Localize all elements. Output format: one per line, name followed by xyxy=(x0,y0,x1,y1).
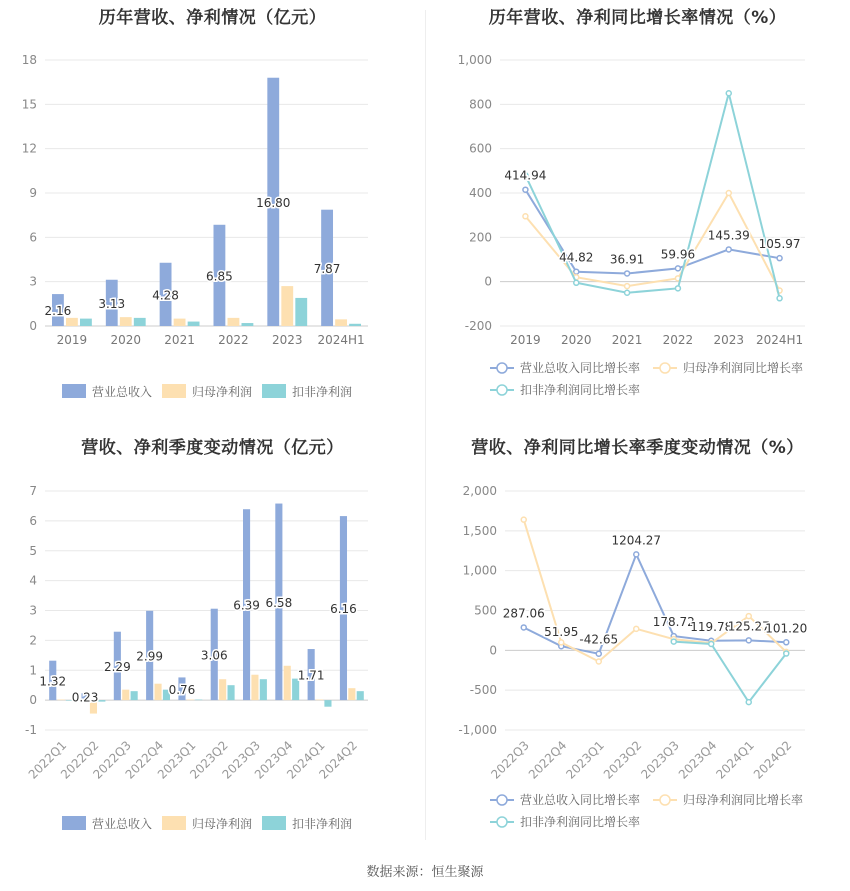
x-tick-label: 2022 xyxy=(662,333,694,347)
data-point xyxy=(596,659,601,664)
y-tick-label: 1,000 xyxy=(457,53,492,67)
chart-title: 营收、净利季度变动情况（亿元） xyxy=(81,438,344,458)
data-point xyxy=(574,269,579,274)
data-point xyxy=(634,626,639,631)
legend-swatch xyxy=(262,384,286,398)
data-point xyxy=(726,191,731,196)
data-point xyxy=(596,651,601,656)
bar xyxy=(251,675,258,700)
legend-label: 归母净利润同比增长率 xyxy=(683,361,804,375)
y-tick-label: 9 xyxy=(29,186,37,200)
data-label: 1.71 xyxy=(297,668,325,683)
data-label: 4.28 xyxy=(152,288,179,303)
quarterly-growth-panel xyxy=(425,430,850,860)
legend-marker xyxy=(497,817,507,827)
x-tick-label: 2024Q2 xyxy=(316,738,360,782)
data-point xyxy=(784,651,789,656)
legend-label: 扣非净利润同比增长率 xyxy=(520,815,641,829)
data-label: 2.16 xyxy=(44,304,72,319)
legend-marker xyxy=(497,363,507,373)
chart-title: 历年营收、净利情况（亿元） xyxy=(98,8,327,28)
data-point xyxy=(574,280,579,285)
y-tick-label: 1 xyxy=(29,663,37,678)
y-tick-label: 0 xyxy=(29,693,37,708)
bar xyxy=(98,700,105,701)
data-point xyxy=(746,614,751,619)
y-tick-label: -200 xyxy=(464,319,492,333)
data-label: 125.27 xyxy=(727,619,770,634)
x-tick-label: 2020 xyxy=(110,333,142,347)
data-point xyxy=(523,214,528,219)
y-tick-label: 3 xyxy=(29,274,37,289)
y-tick-label: 6 xyxy=(29,513,37,528)
bar xyxy=(131,691,138,700)
x-tick-label: 2024Q2 xyxy=(750,738,795,782)
bar xyxy=(241,323,253,326)
y-tick-label: 5 xyxy=(29,543,37,558)
data-label: 145.39 xyxy=(707,228,750,243)
x-tick-label: 2021 xyxy=(611,333,643,347)
y-tick-label: 2 xyxy=(29,633,37,648)
data-label: 51.95 xyxy=(544,625,579,640)
legend-label: 扣非净利润同比增长率 xyxy=(520,383,641,397)
bar xyxy=(174,319,186,326)
x-tick-label: 2023Q4 xyxy=(675,738,720,782)
chart-title: 历年营收、净利同比增长率情况（%） xyxy=(488,8,787,28)
data-label: 2.29 xyxy=(103,659,131,674)
x-tick-label: 2024Q1 xyxy=(713,738,757,782)
x-tick-label: 2024H1 xyxy=(317,333,365,347)
data-point xyxy=(784,640,789,645)
x-tick-label: 2024Q1 xyxy=(284,738,328,782)
data-label: 3.06 xyxy=(200,648,228,663)
bar xyxy=(66,318,78,326)
x-tick-label: 2023Q1 xyxy=(154,738,199,782)
bar xyxy=(324,700,331,707)
y-tick-label: 12 xyxy=(21,141,37,156)
data-source: 数据来源：恒生聚源 xyxy=(366,865,484,880)
data-point xyxy=(746,638,751,643)
legend-marker xyxy=(660,795,670,805)
annual-growth-panel xyxy=(425,0,850,430)
chart-title: 营收、净利同比增长率季度变动情况（%） xyxy=(471,438,804,458)
data-label: 44.82 xyxy=(559,250,594,265)
bar xyxy=(58,700,65,701)
legend-marker xyxy=(660,363,670,373)
data-point xyxy=(746,700,751,705)
bar xyxy=(154,684,161,700)
x-tick-label: 2023 xyxy=(713,333,745,347)
bar xyxy=(188,322,200,326)
bar xyxy=(187,700,194,701)
x-tick-label: 2023Q3 xyxy=(219,738,264,782)
x-tick-label: 2023Q2 xyxy=(600,738,645,782)
legend-label: 归母净利润 xyxy=(192,385,253,399)
bar xyxy=(295,298,307,326)
data-label: 16.80 xyxy=(256,195,291,210)
y-tick-label: 0 xyxy=(29,319,37,333)
legend-marker xyxy=(497,385,507,395)
data-point xyxy=(521,517,526,522)
y-tick-label: 800 xyxy=(469,97,492,112)
data-label: 1.32 xyxy=(39,674,67,689)
legend-label: 营业总收入 xyxy=(92,817,153,831)
y-tick-label: 500 xyxy=(474,603,497,618)
bar xyxy=(227,685,234,700)
annual-bar-chart xyxy=(0,0,425,430)
data-point xyxy=(523,187,528,192)
legend-label: 营业总收入同比增长率 xyxy=(520,361,641,375)
data-label: 6.39 xyxy=(233,598,260,613)
bar xyxy=(122,690,129,700)
data-point xyxy=(634,552,639,557)
bar xyxy=(195,700,202,701)
data-label: 6.16 xyxy=(330,602,357,617)
x-tick-label: 2023Q4 xyxy=(251,738,296,782)
legend-swatch xyxy=(262,816,286,830)
bar xyxy=(349,324,361,326)
annual-revenue-profit-panel xyxy=(0,0,425,430)
data-label: 1204.27 xyxy=(611,533,662,548)
y-tick-label: 7 xyxy=(29,484,37,498)
data-label: 287.06 xyxy=(502,606,545,621)
y-tick-label: -500 xyxy=(469,683,497,698)
y-tick-label: -1 xyxy=(25,723,37,737)
legend-label: 扣非净利润 xyxy=(292,817,353,831)
bar xyxy=(227,318,239,326)
series-line xyxy=(525,93,779,298)
legend-swatch xyxy=(62,384,86,398)
data-point xyxy=(625,284,630,289)
x-tick-label: 2023Q3 xyxy=(638,738,682,782)
legend-label: 营业总收入 xyxy=(92,385,153,399)
bar xyxy=(120,317,132,326)
y-tick-label: 400 xyxy=(469,186,492,200)
x-tick-label: 2021 xyxy=(164,333,195,347)
y-tick-label: 6 xyxy=(29,230,37,245)
data-label: 7.87 xyxy=(313,261,341,276)
legend-label: 归母净利润同比增长率 xyxy=(683,793,804,807)
y-tick-label: 15 xyxy=(21,97,37,112)
x-tick-label: 2022Q4 xyxy=(525,738,570,782)
data-point xyxy=(521,625,526,630)
data-label: -42.65 xyxy=(579,632,619,647)
x-tick-label: 2022Q1 xyxy=(25,738,70,782)
bar xyxy=(281,286,293,326)
data-point xyxy=(625,271,630,276)
bar xyxy=(335,319,347,326)
y-tick-label: 0 xyxy=(489,643,497,658)
x-tick-label: 2024H1 xyxy=(755,333,804,347)
legend-swatch xyxy=(162,384,186,398)
y-tick-label: 600 xyxy=(469,141,492,156)
y-tick-label: 18 xyxy=(21,53,37,67)
data-label: 0.76 xyxy=(168,682,196,697)
legend-swatch xyxy=(62,816,86,830)
annual-growth-line-chart xyxy=(425,0,850,430)
legend-marker xyxy=(497,795,507,805)
legend-label: 营业总收入同比增长率 xyxy=(520,793,641,807)
x-tick-label: 2022Q3 xyxy=(488,738,532,782)
data-point xyxy=(559,640,564,645)
data-label: 105.97 xyxy=(758,237,801,252)
x-tick-label: 2023Q2 xyxy=(187,738,231,782)
quarterly-growth-line-chart xyxy=(425,430,850,860)
data-point xyxy=(625,290,630,295)
x-tick-label: 2022Q3 xyxy=(90,738,134,782)
data-label: 119.78 xyxy=(690,619,733,634)
data-point xyxy=(777,256,782,261)
y-tick-label: 1,500 xyxy=(462,523,497,538)
bar xyxy=(316,700,323,701)
y-tick-label: 4 xyxy=(29,573,37,588)
data-label: 101.20 xyxy=(765,621,808,636)
data-label: 0.23 xyxy=(71,690,99,705)
data-label: 6.85 xyxy=(206,269,233,284)
x-tick-label: 2023 xyxy=(271,333,303,347)
data-point xyxy=(726,91,731,96)
data-label: 414.94 xyxy=(504,168,547,183)
data-point xyxy=(709,641,714,646)
y-tick-label: 2,000 xyxy=(462,484,497,498)
legend-label: 扣非净利润 xyxy=(292,385,353,399)
bar xyxy=(284,666,291,700)
y-tick-label: 1,000 xyxy=(462,563,497,578)
bar xyxy=(80,319,92,326)
x-tick-label: 2020 xyxy=(560,333,592,347)
bar xyxy=(348,688,355,700)
legend-swatch xyxy=(162,816,186,830)
data-label: 178.72 xyxy=(652,615,695,630)
y-tick-label: 200 xyxy=(469,230,492,245)
x-tick-label: 2019 xyxy=(56,333,88,347)
bar xyxy=(134,318,146,326)
bar xyxy=(357,691,364,700)
quarterly-bar-chart xyxy=(0,430,425,860)
data-point xyxy=(675,266,680,271)
data-point xyxy=(671,639,676,644)
bar xyxy=(219,679,226,700)
x-tick-label: 2023Q1 xyxy=(563,738,607,782)
legend-label: 归母净利润 xyxy=(192,817,253,831)
x-tick-label: 2019 xyxy=(510,333,541,347)
data-label: 36.91 xyxy=(609,252,645,267)
y-tick-label: -1,000 xyxy=(458,723,497,737)
data-label: 3.13 xyxy=(98,296,126,311)
quarterly-revenue-profit-panel xyxy=(0,430,425,860)
data-point xyxy=(777,296,782,301)
data-label: 2.99 xyxy=(136,649,164,664)
x-tick-label: 2022 xyxy=(218,333,249,347)
data-label: 59.96 xyxy=(660,247,696,262)
data-point xyxy=(675,286,680,291)
x-tick-label: 2022Q4 xyxy=(122,738,167,782)
y-tick-label: 3 xyxy=(29,603,37,618)
y-tick-label: 0 xyxy=(484,274,492,289)
data-point xyxy=(726,247,731,252)
data-label: 6.58 xyxy=(265,595,293,610)
bar xyxy=(260,679,267,700)
x-tick-label: 2022Q2 xyxy=(57,738,102,782)
